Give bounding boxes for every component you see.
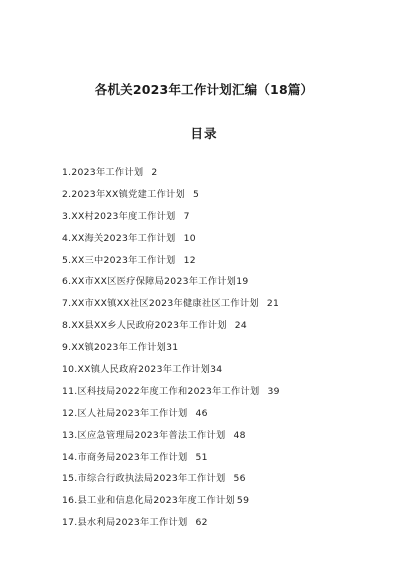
toc-entry[interactable] xyxy=(62,383,382,405)
table-of-contents xyxy=(62,164,382,536)
toc-entry[interactable] xyxy=(62,208,382,230)
toc-entry[interactable] xyxy=(62,514,382,536)
toc-entry-title: 8.XX县XX乡人民政府2023年工作计划 xyxy=(62,320,227,332)
toc-entry[interactable] xyxy=(62,449,382,471)
toc-entry-page: 7 xyxy=(183,210,190,222)
toc-entry-title: 1.2023年工作计划 xyxy=(62,167,144,178)
toc-entry-page: 34 xyxy=(210,364,223,376)
toc-entry-title: 10.XX镇人民政府2023年工作计划 xyxy=(62,364,211,376)
toc-entry-page: 12 xyxy=(183,254,196,266)
toc-entry[interactable] xyxy=(62,252,382,274)
toc-entry-page: 2 xyxy=(151,167,158,178)
toc-entry-page: 59 xyxy=(236,495,250,507)
toc-entry-title: 17.县水利局2023年工作计划 xyxy=(62,517,188,529)
toc-entry[interactable] xyxy=(62,273,382,295)
toc-entry-title: 6.XX市XX区医疗保障局2023年工作计划 xyxy=(62,276,237,288)
toc-entry-title: 15.市综合行政执法局2023年工作计划 xyxy=(62,473,226,485)
toc-entry-title: 7.XX市XX镇XX社区2023年健康社区工作计划 xyxy=(62,298,259,310)
document-title: 各机关2023年工作计划汇编（18篇） xyxy=(94,82,314,97)
toc-entry-title: 5.XX三中2023年工作计划 xyxy=(62,254,176,266)
toc-entry-page: 46 xyxy=(195,407,208,419)
toc-entry-title: 9.XX镇2023年工作计划 xyxy=(62,342,167,354)
toc-entry-page: 51 xyxy=(195,451,208,463)
toc-entry[interactable] xyxy=(62,164,382,186)
toc-entry-page: 48 xyxy=(233,429,246,441)
toc-entry-title: 4.XX海关2023年工作计划 xyxy=(62,232,176,244)
toc-entry[interactable] xyxy=(62,492,382,514)
toc-entry-title: 2.2023年XX镇党建工作计划 xyxy=(62,188,186,200)
toc-entry-page: 5 xyxy=(193,188,200,200)
toc-entry[interactable] xyxy=(62,339,382,361)
toc-entry-page: 56 xyxy=(233,473,246,485)
toc-entry-page: 39 xyxy=(267,385,280,397)
toc-entry[interactable] xyxy=(62,470,382,492)
toc-entry-title: 11.区科技局2022年度工作和2023年工作计划 xyxy=(62,385,260,397)
toc-heading: 目录 xyxy=(190,126,218,141)
toc-entry-title: 14.市商务局2023年工作计划 xyxy=(62,451,188,463)
toc-entry[interactable] xyxy=(62,317,382,339)
toc-entry-page: 19 xyxy=(236,276,249,288)
toc-entry[interactable] xyxy=(62,361,382,383)
toc-entry-title: 16.县工业和信息化局2023年度工作计划 xyxy=(62,495,235,507)
toc-entry[interactable] xyxy=(62,186,382,208)
toc-entry[interactable] xyxy=(62,295,382,317)
toc-entry-page: 31 xyxy=(166,342,179,354)
toc-entry-page: 24 xyxy=(234,320,247,332)
toc-entry[interactable] xyxy=(62,427,382,449)
toc-entry[interactable] xyxy=(62,405,382,427)
toc-entry-title: 3.XX村2023年度工作计划 xyxy=(62,210,176,222)
toc-entry-title: 13.区应急管理局2023年普法工作计划 xyxy=(62,429,226,441)
toc-entry-page: 62 xyxy=(195,517,208,529)
toc-entry-title: 12.区人社局2023年工作计划 xyxy=(62,407,188,419)
toc-entry-page: 10 xyxy=(183,232,196,244)
toc-entry[interactable] xyxy=(62,230,382,252)
toc-entry-page: 21 xyxy=(266,298,280,310)
